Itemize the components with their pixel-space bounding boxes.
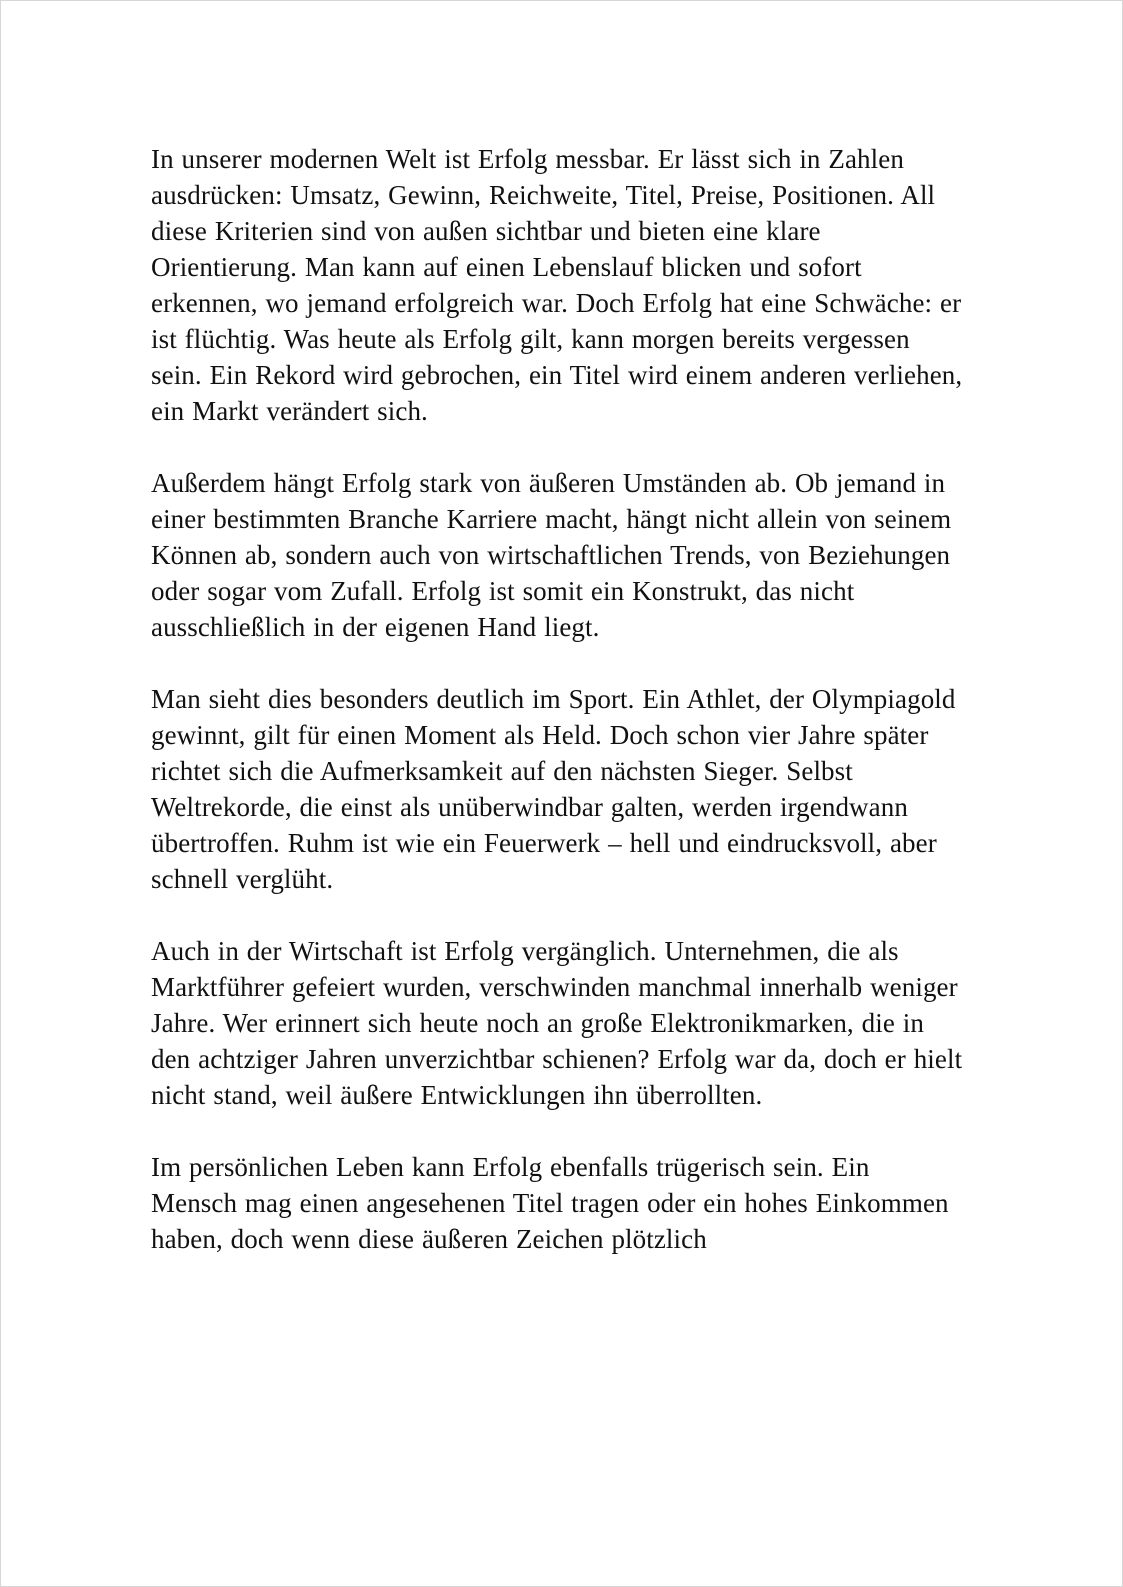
paragraph-personal-life: Im persönlichen Leben kann Erfolg ebenfalls trügerisch sein. Ein Mensch mag einen angesehenen Titel tragen oder ein hohes Einkommen haben, doch wenn diese äußeren Zeichen plötzlich (151, 1152, 949, 1254)
paragraph-economy-example: Auch in der Wirtschaft ist Erfolg vergänglich. Unternehmen, die als Marktführer gefeiert wurden, verschwinden manchmal innerhalb weniger Jahre. Wer erinnert sich heute noch an große Elektronikmarken, die in den achtziger Jahren unverzichtbar schienen? Erfolg war da, doch er hielt nicht stand, weil äußere Entwicklungen ihn überrollten. (151, 936, 963, 1110)
paragraph-sport-example: Man sieht dies besonders deutlich im Sport. Ein Athlet, der Olympiagold gewinnt, gilt für einen Moment als Held. Doch schon vier Jahre später richtet sich die Aufmerksamkeit auf den nächsten Sieger. Selbst Weltrekorde, die einst als unüberwindbar galten, werden irgendwann übertroffen. Ruhm ist wie ein Feuerwerk – hell und eindrucksvoll, aber schnell verglüht. (151, 684, 956, 894)
paragraph-success-measurable: In unserer modernen Welt ist Erfolg messbar. Er lässt sich in Zahlen ausdrücken: Umsatz, Gewinn, Reichweite, Titel, Preise, Positionen. All diese Kriterien sind von außen sichtbar und bieten eine klare Orientierung. Man kann auf einen Lebenslauf blicken und sofort erkennen, wo jemand erfolgreich war. Doch Erfolg hat eine Schwäche: er ist flüchtig. Was heute als Erfolg gilt, kann morgen bereits vergessen sein. Ein Rekord wird gebrochen, ein Titel wird einem anderen verliehen, ein Markt verändert sich. (151, 144, 963, 426)
paragraph-external-circumstances: Außerdem hängt Erfolg stark von äußeren Umständen ab. Ob jemand in einer bestimmten Branche Karriere macht, hängt nicht allein von seinem Können ab, sondern auch von wirtschaftlichen Trends, von Beziehungen oder sogar vom Zufall. Erfolg ist somit ein Konstrukt, das nicht ausschließlich in der eigenen Hand liegt. (151, 468, 952, 642)
text-block (151, 141, 963, 1293)
